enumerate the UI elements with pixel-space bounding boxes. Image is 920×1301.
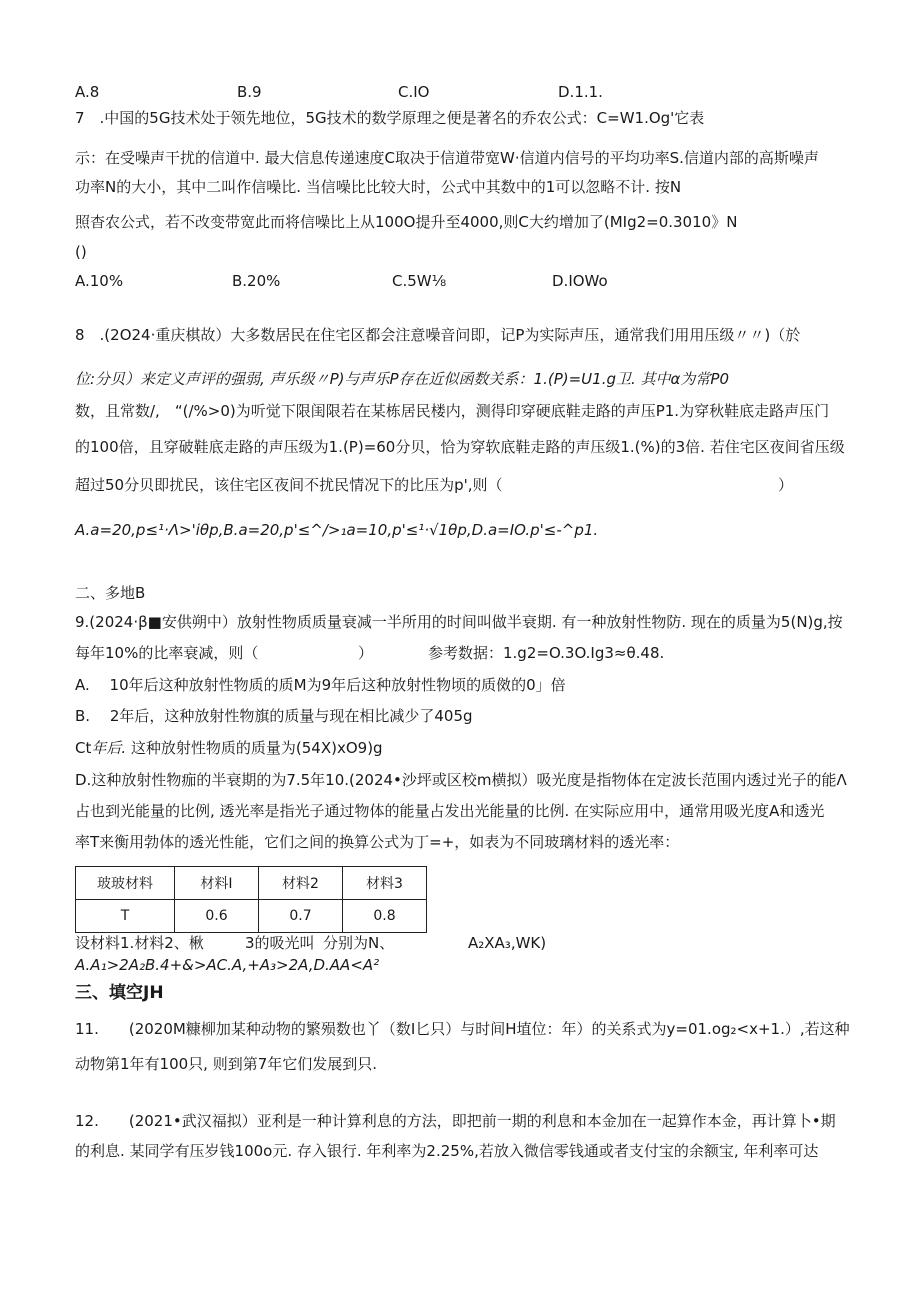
q6-option-d: D.1.1. — [558, 83, 603, 101]
q7-option-b: B.20% — [232, 272, 281, 290]
q6-option-b: B.9 — [237, 83, 262, 101]
q8-line-5: 超过50分贝即扰民，该住宅区夜间不扰民情况下的比压为p',则（ — [75, 476, 503, 494]
q9-option-d: D.这种放射性物痂的半衰期的为7.5年10.(2024•沙坪或区校m横拟）吸光度是指物体在定波长范围内透过光子的能Λ — [75, 771, 847, 789]
table-row — [76, 867, 427, 900]
q9-reference-data: 参考数据：1.g2=O.3O.Ig3≈θ.48. — [428, 644, 665, 662]
table-cell: T — [76, 900, 175, 933]
q8-answer-paren-close: ） — [778, 476, 794, 494]
q7-option-a: A.10% — [75, 272, 124, 290]
q10-after-table-b: 3的吸光叫 — [245, 934, 315, 952]
q7-option-c: C.5W⅛ — [392, 272, 447, 290]
q7-line-4: 照杳农公式，若不改变带宽此而将信噪比上从100O提升至4000,则C大约增加了(MIg2=0.3010》N — [75, 213, 738, 231]
q10-line-2: 率T来衡用勃体的透光性能，它们之间的换算公式为丁=+，如表为不同玻璃材料的透光率： — [75, 833, 680, 851]
q9-line-1: 9.(2024·β■安供朔中）放射性物质质量衰减一半所用的时间叫做半衰期. 有一种放射性物防. 现在的质量为5(N)g,按 — [75, 613, 843, 631]
q12-line-2: 的利息. 某同学有压岁钱100o元. 存入银行. 年利率为2.25%,若放入微信零钱通或者支付宝的余额宝, 年利率可达 — [75, 1142, 819, 1160]
q7-option-d: D.IOWo — [552, 272, 608, 290]
q8-line-3: 数，且常数/, “(/%>0)为听觉下限闺限若在某栋居民楼内，测得印穿硬底鞋走路的声压P1.为穿秋鞋底走路声压门 — [75, 402, 830, 420]
section-3-heading: 三、填空JH — [75, 983, 164, 1003]
q8-line-4: 的100倍，且穿破鞋底走路的声压级为1.(P)=60分贝，恰为穿软底鞋走路的声压级1.(%)的3倍. 若住宅区夜间省压级 — [75, 438, 845, 456]
q7-line-5: () — [75, 243, 87, 261]
q9-option-c — [75, 738, 383, 758]
q6-option-a: A.8 — [75, 83, 100, 101]
q7-line-1: 7 .中国的5G技术处于领先地位，5G技术的数学原理之便是著名的乔农公式：C=W1.Og'它表 — [75, 109, 705, 127]
q8-options: A.a=20,p≤¹·Λ>'iθp,B.a=20,p'≤^/>₁a=10,p'≤¹·√1θp,D.a=IO.p'≤-^p1. — [75, 521, 599, 539]
q10-options: A.A₁>2A₂B.4+&>AC.A,+A₃>2A,D.AA<A² — [75, 956, 380, 974]
table-cell: 0.7 — [259, 900, 343, 933]
q10-line-1: 占也到光能量的比例, 透光率是指光子通过物体的能量占发出光能量的比例. 在实际应用中，通常用吸光度A和透光 — [75, 802, 825, 820]
q8-line-1: 8 .(2O24·重庆棋故）大多数居民在住宅区都会注意噪音问即，记P为实际声压，通常我们用用压级〃〃)（於 — [75, 326, 801, 344]
table-header-cell: 材料I — [175, 867, 259, 900]
table-row — [76, 900, 427, 933]
q10-after-table-a: 设材料1.材料2、楸 — [75, 934, 204, 952]
table-header-cell: 材料3 — [343, 867, 427, 900]
q8-line-2: 位:分贝）来定义声评的强弱, 声乐级〃P)与声乐P存在近似函数关系：1.(P)=U1.g卫. 其中α为常P0 — [75, 370, 729, 388]
q10-after-table-c: 分别为N、 — [323, 934, 395, 952]
q9-option-b: B. 2年后，这种放射性物旗的质量与现在相比减少了405g — [75, 707, 473, 725]
q7-line-2: 示：在受噪声干扰的信道中. 最大信息传递速度C取决于信道带宽W·信道内信号的平均功率S.信道内部的高斯噪声 — [75, 149, 819, 167]
q9-option-c-italic: 年后. — [91, 739, 127, 757]
q9-line-2-stem: 每年10%的比率衰减，则（ — [75, 644, 259, 662]
q6-option-c: C.IO — [398, 83, 430, 101]
q9-option-c-text: 这种放射性物质的质量为(54X)xO9)g — [126, 739, 383, 757]
q9-option-a: A. 10年后这种放射性物质的质M为9年后这种放射性物顷的质傚的0」倍 — [75, 676, 566, 694]
q11-line-2: 动物第1年有100只, 则到第7年它们发展到只. — [75, 1055, 378, 1073]
table-cell: 0.6 — [175, 900, 259, 933]
q7-line-3: 功率N的大小，其中二叫作信噪比. 当信噪比比较大时，公式中其数中的1可以忽略不计. 按N — [75, 178, 682, 196]
q12-line-1: 12. (2021•武汉福拟）亚利是一种计算利息的方法，即把前一期的利息和本金加在一起算作本金，再计算卜•期 — [75, 1112, 836, 1130]
section-2-heading: 二、多地B — [75, 584, 146, 602]
table-header-cell: 玻玻材料 — [76, 867, 175, 900]
transmittance-table — [75, 866, 427, 933]
q9-option-c-prefix: Ct — [75, 739, 92, 757]
table-header-cell: 材料2 — [259, 867, 343, 900]
q9-answer-paren-close: ） — [358, 644, 374, 662]
table-cell: 0.8 — [343, 900, 427, 933]
q11-line-1: 11. (2020M糠柳加某种动物的繁殒数也丫（数I匕只）与时间H埴位：年）的关系式为y=01.og₂<x+1.）,若这种 — [75, 1020, 850, 1038]
q10-after-table-d: A₂XA₃,WK) — [468, 934, 547, 952]
